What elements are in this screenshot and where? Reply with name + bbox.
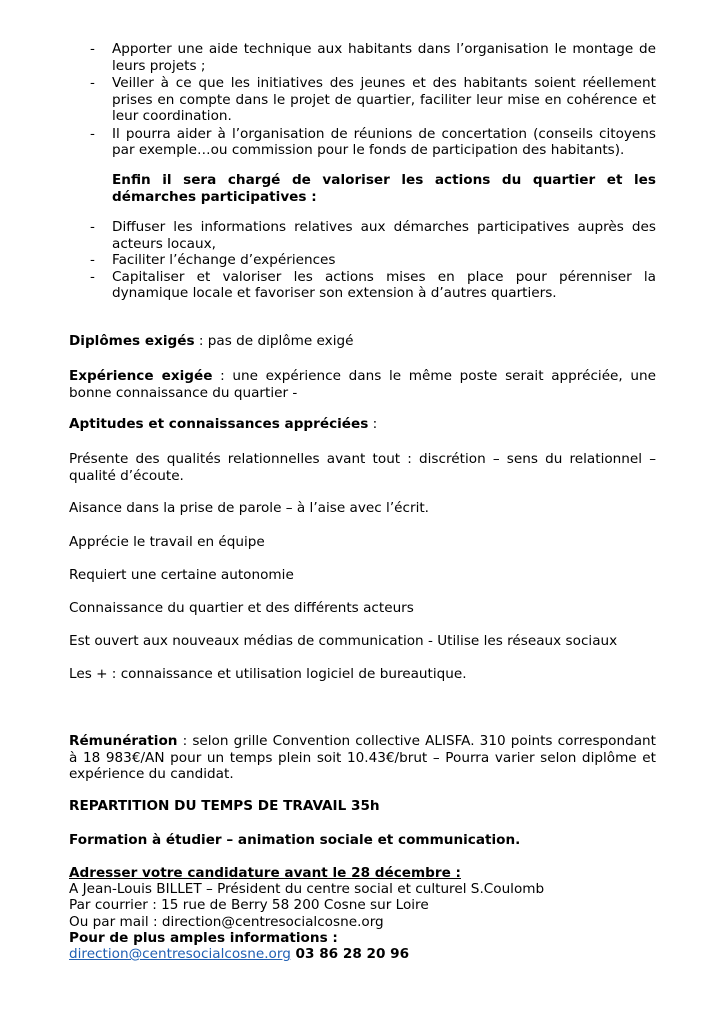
experience-text: : une expérience dans le même poste serait appréciée, une bonne connaissance du quartier -	[69, 368, 657, 401]
list-item	[90, 252, 656, 269]
remuneration-section	[69, 733, 656, 783]
list-item-text: Faciliter l’échange d’expériences	[112, 252, 336, 268]
quality-item: Les + : connaissance et utilisation logiciel de bureautique.	[69, 666, 467, 682]
list-item	[90, 75, 656, 125]
diplomes-text: : pas de diplôme exigé	[194, 333, 354, 349]
list-item	[90, 269, 656, 302]
quality-item: Apprécie le travail en équipe	[69, 534, 265, 550]
quality-item: Présente des qualités relationnelles avant tout : discrétion – sens du relationnel – qualité d’écoute.	[69, 451, 656, 484]
contact-heading-text: Adresser votre candidature avant le 28 décembre :	[69, 865, 461, 881]
list-item-text: Capitaliser et valoriser les actions mises en place pour pérenniser la dynamique locale et favoriser son extension à d’autres quartiers.	[112, 268, 656, 301]
quality-item: Aisance dans la prise de parole – à l’aise avec l’écrit.	[69, 500, 429, 516]
list-bullet: -	[90, 75, 95, 91]
list-bullet: -	[90, 268, 95, 285]
list-item	[90, 41, 656, 74]
list-item-text: Il pourra aider à l’organisation de réunions de concertation (conseils citoyens par exemple…ou commission pour le fonds de participation des habitants).	[112, 125, 656, 158]
contact-recipient: A Jean-Louis BILLET – Président du centre social et culturel S.Coulomb	[69, 881, 545, 897]
aptitudes-section	[69, 416, 656, 433]
contact-links	[69, 946, 656, 963]
formation-text: Formation à étudier – animation sociale et communication.	[69, 832, 521, 848]
contact-heading	[69, 865, 656, 882]
quality-item: Est ouvert aux nouveaux médias de communication - Utilise les réseaux sociaux	[69, 633, 618, 649]
list-bullet: -	[90, 125, 95, 142]
contact-postal: Par courrier : 15 rue de Berry 58 200 Cosne sur Loire	[69, 897, 429, 913]
support-tasks-list	[90, 41, 656, 159]
list-item	[90, 219, 656, 252]
repartition-text: REPARTITION DU TEMPS DE TRAVAIL 35h	[69, 798, 380, 814]
diplomes-label: Diplômes exigés	[69, 333, 195, 349]
list-bullet: -	[90, 41, 95, 57]
repartition-heading	[69, 798, 656, 815]
list-item-text: Veiller à ce que les initiatives des jeunes et des habitants soient réellement prises en compte dans le projet de quartier, faciliter leur mise en cohérence et leur coordination.	[112, 75, 656, 124]
list-item-text: Apporter une aide technique aux habitants dans l’organisation le montage de leurs projets ;	[112, 41, 656, 74]
more-info-heading	[69, 930, 656, 947]
valorisation-intro-text: Enfin il sera chargé de valoriser les actions du quartier et les démarches participatives :	[112, 172, 656, 205]
list-bullet: -	[90, 219, 95, 235]
formation-heading	[69, 832, 656, 849]
quality-item: Connaissance du quartier et des différents acteurs	[69, 600, 414, 616]
quality-item: Requiert une certaine autonomie	[69, 567, 294, 583]
valorisation-tasks-list	[90, 219, 656, 302]
list-bullet: -	[90, 252, 95, 268]
more-info-text: Pour de plus amples informations :	[69, 930, 338, 946]
phone-number: 03 86 28 20 96	[290, 946, 410, 962]
valorisation-intro	[112, 172, 656, 205]
aptitudes-text: :	[368, 416, 378, 432]
diplomes-section	[69, 333, 656, 350]
experience-label: Expérience exigée	[69, 368, 213, 384]
remuneration-text: : selon grille Convention collective ALISFA. 310 points correspondant à 18 983€/AN pour un temps plein soit 10.43€/brut – Pourra varier selon diplôme et expérience du candidat.	[69, 733, 656, 782]
experience-section	[69, 368, 656, 401]
aptitudes-label: Aptitudes et connaissances appréciées	[69, 416, 369, 432]
remuneration-label: Rémunération	[69, 733, 178, 749]
list-item	[90, 126, 656, 159]
email-link[interactable]: direction@centresocialcosne.org	[69, 946, 291, 962]
contact-mail: Ou par mail : direction@centresocialcosne.org	[69, 914, 384, 930]
list-item-text: Diffuser les informations relatives aux démarches participatives auprès des acteurs locaux,	[112, 219, 656, 252]
